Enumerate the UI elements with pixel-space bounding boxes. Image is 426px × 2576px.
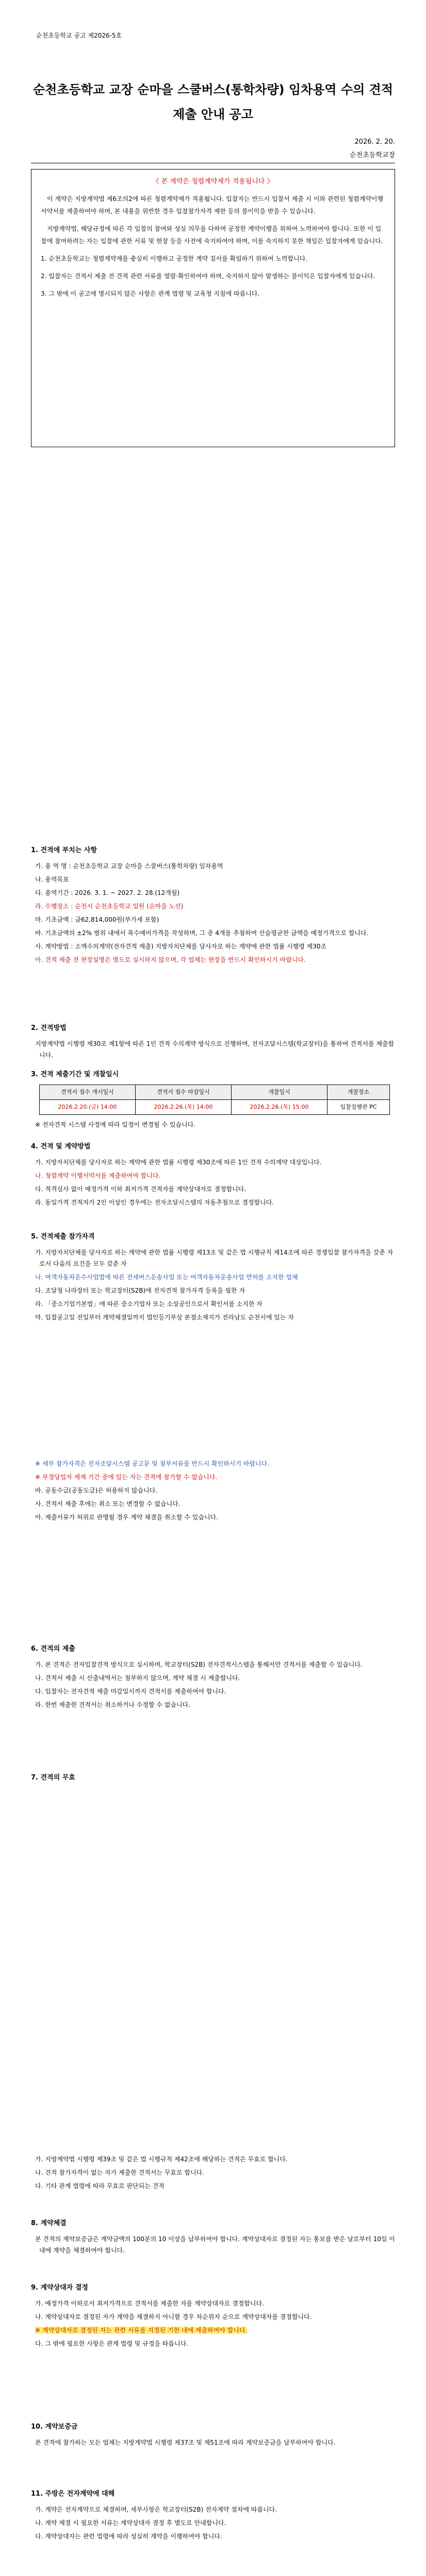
section-line: 나. 견적서 제출 시 산출내역서는 첨부하지 않으며, 계약 체결 시 제출합니다. <box>35 1674 240 1682</box>
table-cell: 2026.2.26.(목) 15:00 <box>231 1100 327 1115</box>
table-header: 개찰장소 <box>327 1085 389 1100</box>
section-line: 마. 기초금액 : 금62,814,000원(부가세 포함) <box>35 916 159 923</box>
section-line: 나. 계약상대자로 결정된 자가 계약을 체결하지 아니할 경우 차순위자 순으로 계약상대자를 결정합니다. <box>35 2313 312 2320</box>
notice-issuer: 순천초등학교장 <box>350 151 395 159</box>
section-line: ※ 세부 참가자격은 전자조달시스템 공고문 및 첨부서류를 반드시 확인하시기 바랍니다. <box>35 1460 269 1467</box>
section-1 <box>31 845 395 968</box>
integrity-contract-box <box>31 169 395 447</box>
table-header: 견적서 접수 마감일시 <box>135 1085 231 1100</box>
section-line: 본 견적에 참가하는 모든 업체는 지방계약법 시행령 제37조 및 제51조에 따라 계약보증금을 납부하여야 합니다. <box>35 2439 336 2446</box>
section-title: 8. 계약체결 <box>31 2219 67 2227</box>
section-line: 라. 한번 제출한 견적서는 취소하거나 수정할 수 없습니다. <box>35 1701 190 1708</box>
section-5 <box>31 1231 395 1325</box>
section-line: 라. 「중소기업기본법」에 따른 중소기업자 또는 소상공인으로서 확인서를 소지한 자 <box>35 1300 263 1308</box>
section-10 <box>31 2421 395 2450</box>
box-heading: 《 본 계약은 청렴계약제가 적용됩니다 》 <box>152 178 274 185</box>
section-11 <box>31 2488 395 2544</box>
table-header: 개찰일시 <box>231 1085 327 1100</box>
section-line: 사. 계약방법 : 소액수의계약(전자견적 제출) 지방자치단체를 당사자로 하는 계약에 관한 법률 시행령 제30조 <box>35 943 327 950</box>
notice-title: 순천초등학교 교장 순마을 스쿨버스(통학차량) 임차용역 수의 견적제출 안내 공고 <box>32 82 394 122</box>
notice-number: 순천초등학교 공고 제2026-5호 <box>36 32 122 39</box>
section-line: 라. 수행장소 : 순천시 순천초등학교 일원 (순마을 노선) <box>35 903 184 910</box>
section-line: 가. 계약은 전자계약으로 체결하며, 세부사항은 학교장터(S2B) 전자계약 절차에 따릅니다. <box>35 2506 277 2513</box>
box-paragraph: 지방계약법, 해당규정에 따른 각 입찰의 참여와 성실 의무를 다하며 공정한 계약이행을 위하여 노력하여야 합니다. 또한 이 입찰에 참여하려는 자는 입찰에 관한 서류 및 현장 등을 사전에 숙지하여야 하며, 이를 숙지하지 못한 책임은 입찰자에게 있습니다. <box>41 225 383 245</box>
section-7-body <box>31 2154 395 2194</box>
section-note: ※ 전자견적 시스템 사정에 따라 일정이 변경될 수 있습니다. <box>35 1121 196 1128</box>
section-line: 나. 용역목표 <box>35 876 69 883</box>
section-line: 마. 입찰공고일 전일부터 계약체결일까지 법인등기부상 본점소재지가 전라남도 순천시에 있는 자 <box>35 1314 294 1321</box>
section-3 <box>31 1069 395 1132</box>
section-title: 9. 계약상대자 결정 <box>31 2284 88 2292</box>
section-line: 나. 계약 체결 시 필요한 서류는 계약상대자 결정 후 별도로 안내합니다. <box>35 2519 226 2527</box>
section-line: 가. 지방자치단체를 당사자로 하는 계약에 관한 법률 시행령 제13조 및 같은 법 시행규칙 제14조에 따른 경쟁입찰 참가자격을 갖춘 자로서 다음의 요건을 모두 갖춘 자 <box>35 1249 394 1267</box>
section-line: 나. 여객자동차운수사업법에 따른 전세버스운송사업 또는 여객자동차운송사업 면허를 소지한 업체 <box>35 1274 298 1281</box>
section-highlight <box>31 2325 395 2336</box>
section-title: 3. 견적 제출기간 및 개찰일시 <box>31 1071 119 1078</box>
section-line: 다. 그 밖에 필요한 사항은 관계 법령 및 규정을 따릅니다. <box>35 2340 188 2347</box>
section-4 <box>31 1141 395 1210</box>
section-line: 다. 적격심사 없이 예정가격 이하 최저가격 견적자를 계약상대자로 결정합니다. <box>35 1185 247 1193</box>
section-title: 6. 견적의 제출 <box>31 1645 75 1653</box>
section-line: 지방계약법 시행령 제30조 제1항에 따른 1인 견적 수의계약 방식으로 진행하며, 전자조달시스템(학교장터)을 통하여 견적서를 제출합니다. <box>35 1040 395 1059</box>
box-item: 2. 입찰자는 견적서 제출 전 견적 관련 서류를 열람·확인하여야 하며, 숙지하지 않아 발생하는 불이익은 입찰자에게 있습니다. <box>41 273 375 280</box>
section-2 <box>31 1023 395 1063</box>
section-line: 가. 예정가격 이하로서 최저가격으로 견적서를 제출한 자를 계약상대자로 결정합니다. <box>35 2300 264 2307</box>
table-header: 견적서 접수 개시일시 <box>40 1085 136 1100</box>
box-paragraph: 이 계약은 지방계약법 제6조의2에 따른 청렴계약제가 적용됩니다. 입찰자는 반드시 입찰서 제출 시 이와 관련된 청렴계약이행서약서를 제출하여야 하며, 본 내용을 위반한 경우 입찰참가자격 제한 등의 불이익을 받을 수 있습니다. <box>41 195 384 215</box>
section-line: 아. 제출서류가 허위로 판명될 경우 계약 체결을 취소할 수 있습니다. <box>35 1514 218 1521</box>
section-title: 7. 견적의 무효 <box>31 1774 75 1782</box>
section-line: 가. 본 견적은 전자입찰견적 방식으로 실시하며, 학교장터(S2B) 전자견적시스템을 통해서만 견적서를 제출할 수 있습니다. <box>35 1661 363 1668</box>
notice-date: 2026. 2. 20. <box>354 138 395 146</box>
section-line: 라. 동일가격 견적자가 2인 이상인 경우에는 전자조달시스템의 자동추첨으로 결정합니다. <box>35 1199 274 1206</box>
section-line: 사. 견적서 제출 후에는 취소 또는 변경할 수 없습니다. <box>35 1500 181 1507</box>
section-line: 다. 기타 관계 법령에 따라 무효로 판단되는 견적 <box>35 2182 165 2190</box>
section-8 <box>31 2218 395 2258</box>
section-line: 바. 기초금액의 ±2% 범위 내에서 복수예비가격을 작성하며, 그 중 4개를 추첨하여 산술평균한 금액을 예정가격으로 합니다. <box>35 929 369 937</box>
section-7 <box>31 1772 395 1788</box>
section-line: 아. 견적 제출 전 현장설명은 별도로 실시하지 않으며, 각 업체는 현장을 반드시 확인하시기 바랍니다. <box>35 956 306 963</box>
section-line: 본 견적의 계약보증금은 계약금액의 100분의 10 이상을 납부하여야 합니다. 계약상대자로 결정된 자는 통보를 받은 날로부터 10일 이내에 계약을 체결하여야 합니다. <box>35 2235 395 2254</box>
table-cell: 2026.2.20.(금) 14:00 <box>40 1100 136 1115</box>
table-cell: 2026.2.26.(목) 14:00 <box>135 1100 231 1115</box>
section-line: 가. 지방계약법 시행령 제39조 및 같은 법 시행규칙 제42조에 해당하는 견적은 무효로 합니다. <box>35 2156 288 2163</box>
section-line: 다. 입찰자는 전자견적 제출 마감일시까지 견적서를 제출하여야 합니다. <box>35 1688 226 1695</box>
box-item: 1. 순천초등학교는 청렴계약제를 충실히 이행하고 공정한 계약 질서를 확립하기 위하여 노력합니다. <box>41 255 308 262</box>
section-title: 5. 견적제출 참가자격 <box>31 1233 95 1241</box>
section-title: 4. 견적 및 계약방법 <box>31 1143 91 1150</box>
section-line: 나. 견적 참가자격이 없는 자가 제출한 견적서는 무효로 합니다. <box>35 2169 204 2176</box>
section-title: 10. 계약보증금 <box>31 2423 78 2431</box>
section-line: 가. 지방자치단체를 당사자로 하는 계약에 관한 법률 시행령 제30조에 따른 1인 견적 수의계약 대상입니다. <box>35 1159 322 1166</box>
section-5-continued <box>31 1458 395 1525</box>
section-9 <box>31 2282 395 2351</box>
section-title: 11. 주방은 전자계약에 대해 <box>31 2490 115 2498</box>
highlighted-text: ※ 계약상대자로 결정된 자는 관련 서류를 지정된 기한 내에 제출하여야 합니다. <box>35 2327 248 2334</box>
section-line: 다. 계약상대자는 관련 법령에 따라 성실히 계약을 이행하여야 합니다. <box>35 2533 222 2540</box>
section-line: 나. 청렴계약 이행서약서를 제출하여야 합니다. <box>35 1172 161 1179</box>
section-line: 가. 용 역 명 : 순천초등학교 교장 순마을 스쿨버스(통학차량) 임차용역 <box>35 862 223 870</box>
schedule-table <box>39 1084 390 1115</box>
section-line: 다. 조달청 나라장터 또는 학교장터(S2B)에 전자견적 참가자격 등록을 필한 자 <box>35 1287 245 1294</box>
section-line: ※ 부정당업자 제재 기간 중에 있는 자는 견적에 참가할 수 없습니다. <box>35 1473 218 1481</box>
section-line: 다. 용역기간 : 2026. 3. 1. ~ 2027. 2. 28.(12개월) <box>35 889 180 896</box>
section-title: 2. 견적방법 <box>31 1024 67 1032</box>
box-item: 3. 그 밖에 이 공고에 명시되지 않은 사항은 관계 법령 및 교육청 지침에 따릅니다. <box>41 290 260 297</box>
section-line: 바. 공동수급(공동도급)은 허용하지 않습니다. <box>35 1487 158 1494</box>
table-cell: 입찰집행관 PC <box>327 1100 389 1115</box>
section-title: 1. 견적에 부치는 사항 <box>31 846 97 854</box>
section-6 <box>31 1643 395 1713</box>
